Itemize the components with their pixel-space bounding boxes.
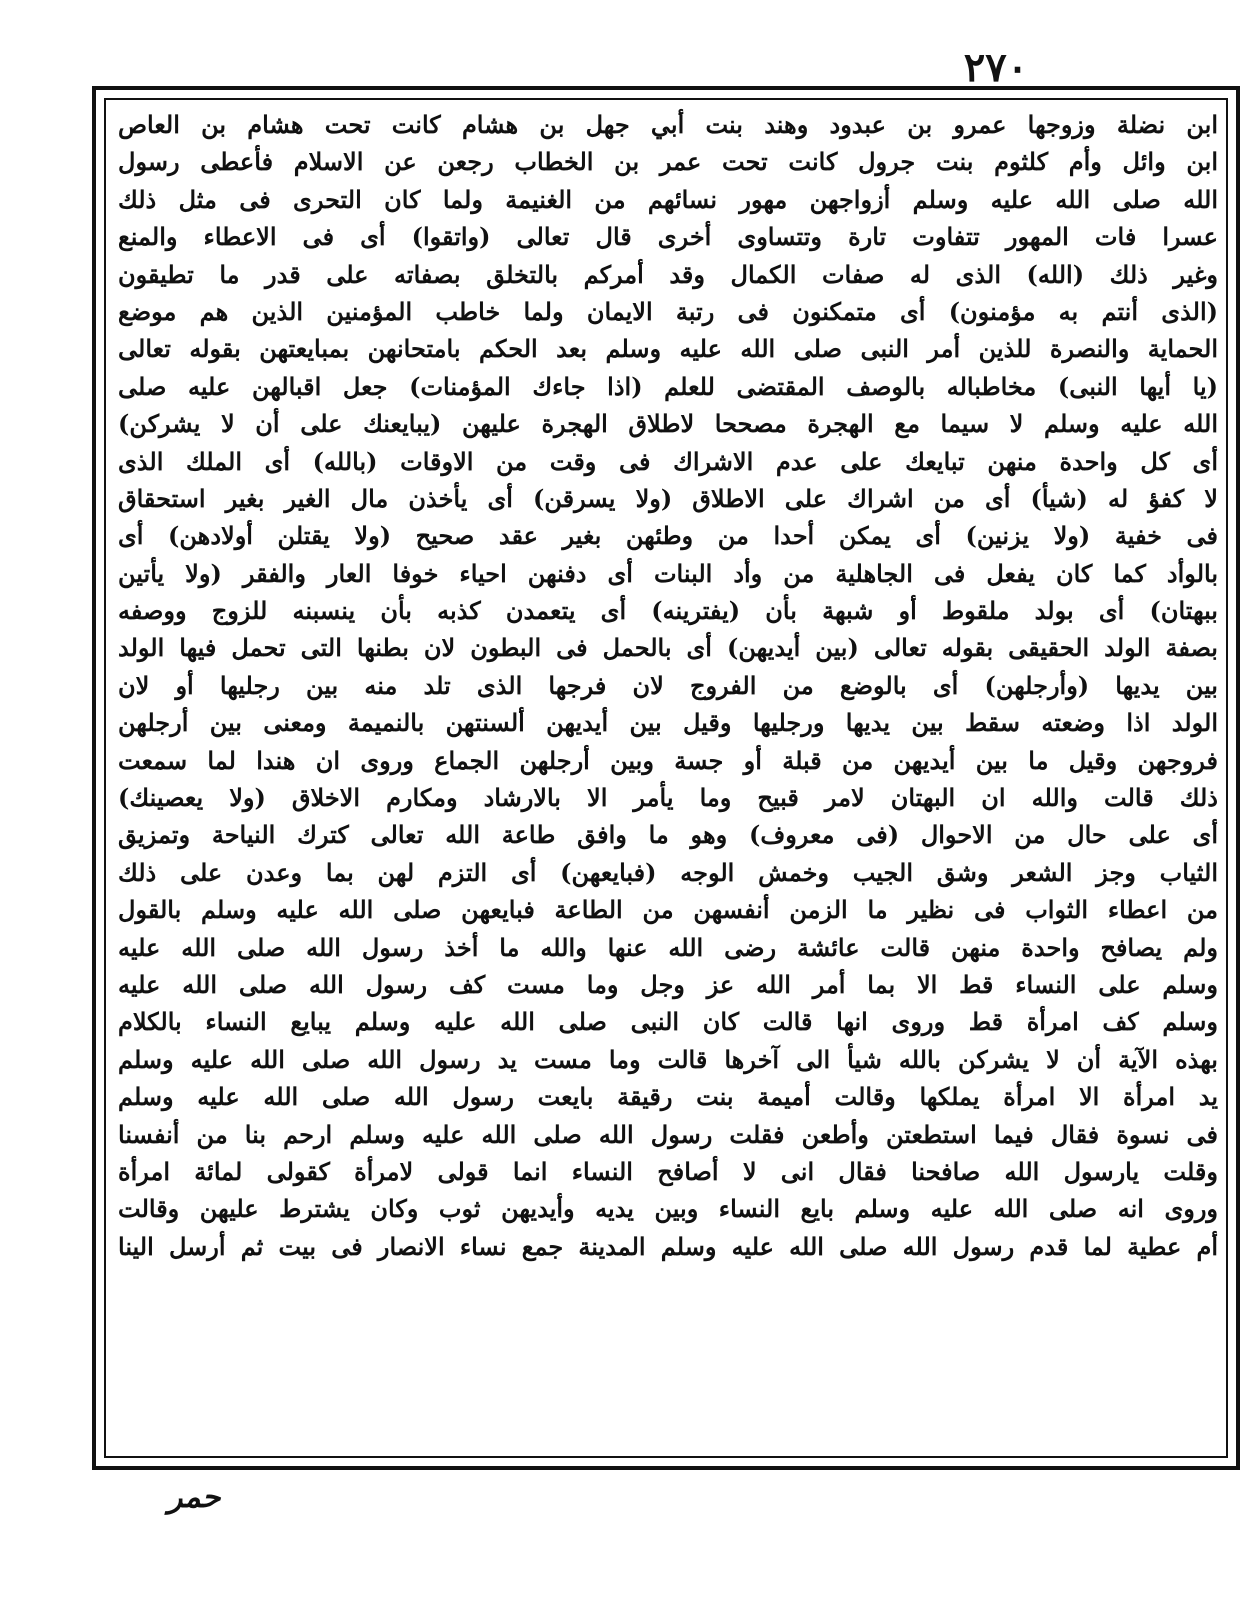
text-block	[118, 106, 1218, 1456]
text-line: بهذه الآية أن لا يشركن بالله شيأ الى آخرها قالت وما مست يد رسول الله صلى الله عليه وسلم	[118, 1044, 1218, 1074]
text-line: وغير ذلك (الله) الذى له صفات الكمال وقد أمركم بالتخلق بصفاته على قدر ما تطيقون	[118, 259, 1218, 289]
text-line: فى خفية (ولا يزنين) أى يمكن أحدا من وطئهن بغير عقد صحيح (ولا يقتلن أولادهن) أى	[118, 521, 1218, 551]
text-line: فروجهن وقيل ما بين أيديهن من قبلة أو جسة وبين أرجلهن الجماع وروى ان هندا لما سمعت	[118, 745, 1218, 775]
text-line: ابن وائل وأم كلثوم بنت جرول كانت تحت عمر بن الخطاب رجعن عن الاسلام فأعطى رسول	[118, 147, 1218, 177]
text-line: الثياب وجز الشعر وشق الجيب وخمش الوجه (فبايعهن) أى التزم لهن بما وعدن على ذلك	[118, 857, 1218, 887]
text-line: الولد اذا وضعته سقط بين يديها ورجليها وقيل بين أيديهن ألسنتهن بالنميمة ومعنى بين أرجلهن	[118, 708, 1218, 738]
text-line: أى على حال من الاحوال (فى معروف) وهو ما وافق طاعة الله تعالى كترك النياحة وتمزيق	[118, 820, 1218, 850]
text-line: عسرا فات المهور تتفاوت تارة وتتساوى أخرى قال تعالى (واتقوا) أى فى الاعطاء والمنع	[118, 222, 1218, 252]
footer-mark: حمر	[168, 1480, 221, 1515]
text-line: أم عطية لما قدم رسول الله صلى الله عليه وسلم المدينة جمع نساء الانصار فى بيت ثم أرسل الينا	[118, 1231, 1218, 1261]
text-line: وقلت يارسول الله صافحنا فقال انى لا أصافح النساء انما قولى لامرأة كقولى لمائة امرأة	[118, 1156, 1218, 1186]
text-line: وسلم كف امرأة قط وروى انها قالت كان النبى صلى الله عليه وسلم يبايع النساء بالكلام	[118, 1007, 1218, 1037]
text-line: فى نسوة فقال فيما استطعتن وأطعن فقلت رسول الله صلى الله عليه وسلم ارحم بنا من أنفسنا	[118, 1119, 1218, 1149]
text-line: وسلم على النساء قط الا بما أمر الله عز وجل وما مست كف رسول الله صلى الله عليه	[118, 969, 1218, 999]
text-line: من اعطاء الثواب فى نظير ما الزمن أنفسهن من الطاعة فبايعهن صلى الله عليه وسلم بالقول	[118, 895, 1218, 925]
text-line: يد امرأة الا امرأة يملكها وقالت أميمة بنت رقيقة بايعت رسول الله صلى الله عليه وسلم	[118, 1082, 1218, 1112]
page-number: ٢٧٠	[963, 44, 1029, 91]
text-line: (يا أيها النبى) مخاطباله بالوصف المقتضى للعلم (اذا جاءك المؤمنات) جعل اقبالهن عليه صلى	[118, 371, 1218, 401]
text-line: الله صلى الله عليه وسلم أزواجهن مهور نسائهم من الغنيمة ولما كان التحرى فى مثل ذلك	[118, 184, 1218, 214]
text-line: أى كل واحدة منهن تبايعك على عدم الاشراك فى وقت من الاوقات (بالله) أى الملك الذى	[118, 446, 1218, 476]
text-line: الحماية والنصرة للذين أمر النبى صلى الله عليه وسلم بعد الحكم بامتحانهن بمبايعتهن بقوله تعالى	[118, 334, 1218, 364]
text-line: ولم يصافح واحدة منهن قالت عائشة رضى الله عنها والله ما أخذ رسول الله صلى الله عليه	[118, 932, 1218, 962]
text-line: لا كفؤ له (شيأ) أى من اشراك على الاطلاق (ولا يسرقن) أى يأخذن مال الغير بغير استحقاق	[118, 483, 1218, 513]
text-line: بصفة الولد الحقيقى بقوله تعالى (بين أيديهن) أى بالحمل فى البطون لان بطنها التى تحمل فيها الولد	[118, 633, 1218, 663]
text-line: ابن نضلة وزوجها عمرو بن عبدود وهند بنت أبي جهل بن هشام كانت تحت هشام بن العاص	[118, 110, 1218, 139]
text-line: ذلك قالت والله ان البهتان لامر قبيح وما يأمر الا بالارشاد ومكارم الاخلاق (ولا يعصينك)	[118, 783, 1218, 813]
text-line: الله عليه وسلم لا سيما مع الهجرة مصححا لاطلاق الهجرة عليهن (يبايعنك على أن لا يشركن)	[118, 409, 1218, 439]
text-line: بين يديها (وأرجلهن) أى بالوضع من الفروج لان فرجها الذى تلد منه بين رجليها أو لان	[118, 670, 1218, 700]
text-line: ببهتان) أى بولد ملقوط أو شبهة بأن (يفترينه) أى يتعمدن كذبه بأن ينسبنه للزوج ووصفه	[118, 596, 1218, 626]
text-line: (الذى أنتم به مؤمنون) أى متمكنون فى رتبة الايمان ولما خاطب المؤمنين الذين هم موضع	[118, 296, 1218, 326]
text-line: وروى انه صلى الله عليه وسلم بايع النساء وبين يديه وأيديهن ثوب وكان يشترط عليهن وقالت	[118, 1194, 1218, 1224]
text-line: بالوأد كما كان يفعل فى الجاهلية من وأد البنات أى دفنهن احياء خوفا العار والفقر (ولا يأتين	[118, 558, 1218, 588]
